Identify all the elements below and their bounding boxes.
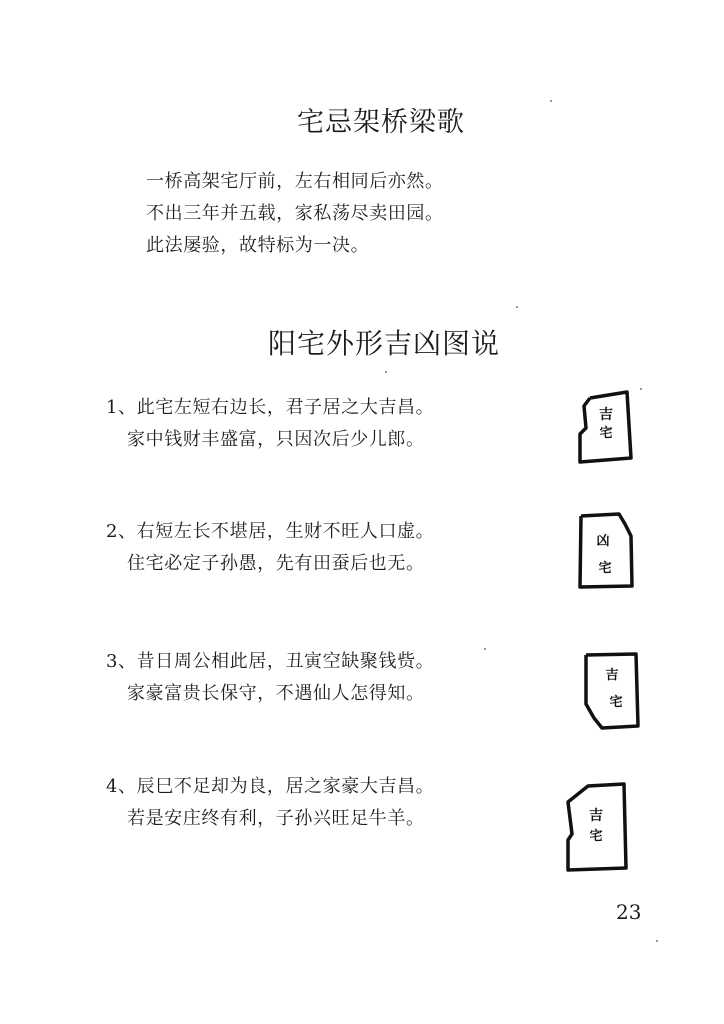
house-diagram-2 <box>575 510 637 590</box>
diagram-char-top: 凶 <box>596 534 610 549</box>
scan-speck <box>484 648 486 650</box>
section-title-bridge: 宅忌架桥梁歌 <box>297 107 465 138</box>
poem-line: 一桥高架宅厅前，左右相同后亦然。 <box>146 171 444 192</box>
house-diagram-4 <box>560 780 634 876</box>
poem-line: 不出三年并五载，家私荡尽卖田园。 <box>146 203 444 224</box>
scan-speck <box>516 306 518 308</box>
scan-speck <box>550 100 552 102</box>
verse-line: 3、昔日周公相此居，丑寅空缺聚钱赀。 <box>106 651 435 672</box>
section-title-house-shape: 阳宅外形吉凶图说 <box>268 327 501 360</box>
verse-line: 若是安庄终有利，子孙兴旺足牛羊。 <box>127 808 425 829</box>
diagram-char-bottom: 宅 <box>599 426 613 441</box>
verse-line: 住宅必定子孙愚，先有田蚕后也无。 <box>127 553 425 574</box>
house-diagram-3 <box>580 650 642 732</box>
diagram-char-bottom: 宅 <box>609 695 623 710</box>
verse-item-4 <box>106 771 434 835</box>
verse-item-2 <box>106 516 434 580</box>
poem-bridge <box>146 166 444 262</box>
verse-item-3 <box>106 646 434 710</box>
diagram-char-top: 吉 <box>589 808 603 824</box>
scan-speck <box>640 388 642 390</box>
diagram-char-bottom: 宅 <box>589 829 603 844</box>
diagram-char-bottom: 宅 <box>598 561 612 576</box>
verse-line: 1、此宅左短右边长，君子居之大吉昌。 <box>106 397 435 418</box>
diagram-char-top: 吉 <box>605 668 619 683</box>
house-diagram-1 <box>572 388 636 466</box>
verse-line: 家豪富贵长保守，不遇仙人怎得知。 <box>127 683 425 704</box>
house-outline <box>586 654 638 728</box>
verse-line: 2、右短左长不堪居，生财不旺人口虚。 <box>106 521 435 542</box>
diagram-char-top: 吉 <box>599 407 613 423</box>
scan-speck <box>385 371 387 373</box>
verse-item-1 <box>106 392 434 456</box>
verse-line: 4、辰巳不足却为良，居之家豪大吉昌。 <box>106 776 435 797</box>
verse-line: 家中钱财丰盛富，只因次后少儿郎。 <box>127 429 425 450</box>
poem-line: 此法屡验，故特标为一决。 <box>146 235 370 256</box>
house-outline <box>580 514 632 587</box>
house-outline <box>568 784 626 870</box>
scan-speck <box>656 940 658 942</box>
page-number: 23 <box>616 900 642 924</box>
